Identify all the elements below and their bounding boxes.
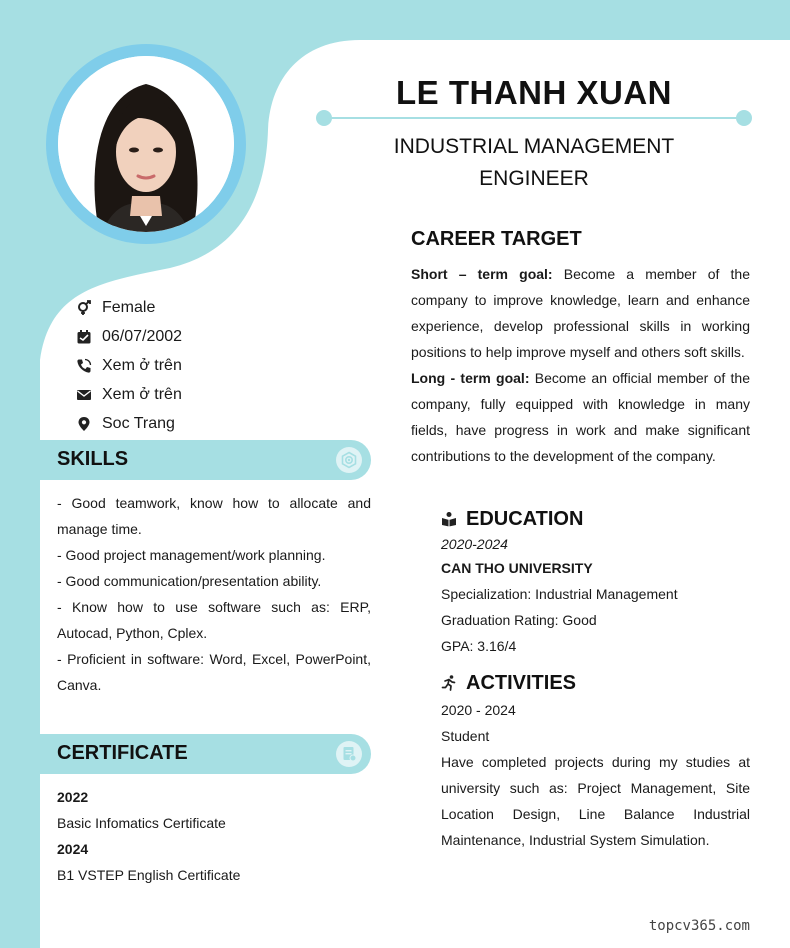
contact-address xyxy=(76,409,182,438)
contact-birthday xyxy=(76,322,182,351)
job-title: INDUSTRIAL MANAGEMENT ENGINEER xyxy=(393,135,675,190)
contact-list xyxy=(76,293,182,438)
location-icon xyxy=(76,416,92,432)
long-term-text: Become an official member of the company, fully equipped with knowledge in many fields, have progress in work and make significant contributions to the development of the company. xyxy=(411,370,751,464)
short-term-label: Short – term goal: xyxy=(411,266,553,282)
phone-text: Xem ở trên xyxy=(102,356,182,374)
certificate-name: Basic Infomatics Certificate xyxy=(57,815,226,831)
contact-phone xyxy=(76,351,182,380)
divider-dot-right xyxy=(736,110,752,126)
education-school: CAN THO UNIVERSITY xyxy=(441,560,593,576)
candidate-name: LE THANH XUAN xyxy=(396,74,672,111)
skills-title: SKILLS xyxy=(57,448,129,470)
education-gpa: GPA: 3.16/4 xyxy=(441,638,517,654)
career-target-section xyxy=(411,228,750,469)
activities-description: Have completed projects during my studies at university such as: Project Management, Site Location Design, Line Balance Industrial Maintenance, Industrial System Simulation. xyxy=(441,754,750,848)
education-title: EDUCATION xyxy=(466,508,584,530)
calendar-icon xyxy=(76,329,92,345)
name-divider xyxy=(323,117,744,119)
short-term-text: Become a member of the company to improve knowledge, learn and enhance experience, develop professional skills in working positions to help improve myself and others soft skills. xyxy=(411,266,750,360)
education-specialization: Specialization: Industrial Management xyxy=(441,586,678,602)
long-term-label: Long - term goal: xyxy=(411,370,530,386)
gender-text: Female xyxy=(102,298,156,316)
contact-gender xyxy=(76,293,182,322)
skill-item: - Know how to use software such as: ERP, Autocad, Python, Cplex. xyxy=(57,599,371,641)
activities-time: 2020 - 2024 xyxy=(441,702,516,718)
activities-title: ACTIVITIES xyxy=(466,672,577,694)
education-heading xyxy=(441,507,750,531)
skill-item: - Good teamwork, know how to allocate and manage time. xyxy=(57,495,371,537)
email-text: Xem ở trên xyxy=(102,385,182,403)
avatar xyxy=(58,56,234,232)
short-term-goal xyxy=(411,261,750,365)
skill-item: - Good communication/presentation ability. xyxy=(57,573,322,589)
book-icon xyxy=(441,511,457,527)
education-time: 2020-2024 xyxy=(441,536,508,552)
skills-list xyxy=(57,490,371,698)
activities-section xyxy=(441,671,750,853)
certificate-header xyxy=(40,734,371,774)
runner-icon xyxy=(441,675,457,691)
activities-role: Student xyxy=(441,728,490,744)
certificate-name: B1 VSTEP English Certificate xyxy=(57,867,241,883)
skills-header xyxy=(40,440,371,480)
certificate-year: 2024 xyxy=(57,841,89,857)
contact-email xyxy=(76,380,182,409)
career-title: CAREER TARGET xyxy=(411,228,582,250)
certificate-icon xyxy=(336,741,362,767)
skill-item: - Proficient in software: Word, Excel, PowerPoint, Canva. xyxy=(57,651,371,693)
certificate-year: 2022 xyxy=(57,789,89,805)
phone-icon xyxy=(76,358,92,374)
mail-icon xyxy=(76,387,92,403)
education-rating: Graduation Rating: Good xyxy=(441,612,597,628)
education-section xyxy=(441,507,750,659)
certificate-list xyxy=(57,784,371,888)
skill-item: - Good project management/work planning. xyxy=(57,547,326,563)
gender-icon xyxy=(76,300,92,316)
birthday-text: 06/07/2002 xyxy=(102,327,183,345)
gear-icon xyxy=(336,447,362,473)
address-text: Soc Trang xyxy=(102,414,175,432)
long-term-goal xyxy=(411,365,750,469)
certificate-title: CERTIFICATE xyxy=(57,742,188,764)
watermark-text: topcv365.com xyxy=(648,918,750,934)
activities-heading xyxy=(441,671,750,695)
